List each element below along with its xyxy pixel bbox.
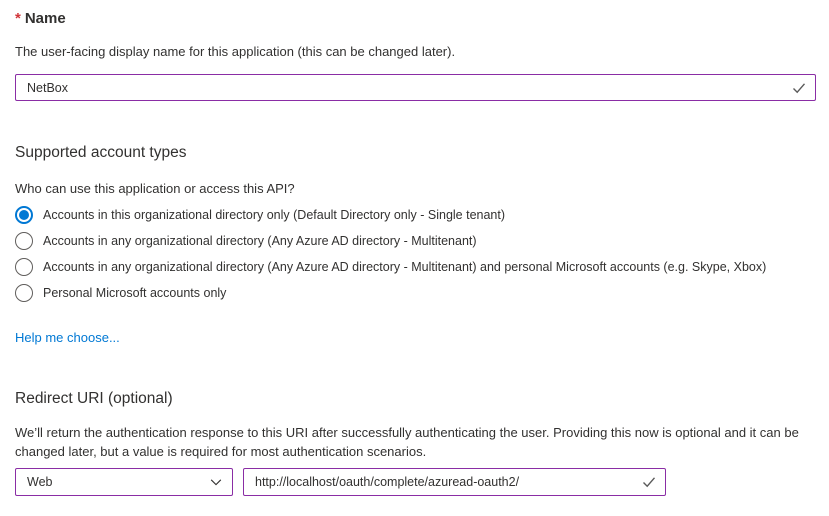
redirect-uri-description: We’ll return the authentication response to this URI after successfully authenticating the user. Providing this now is optional and it can be changed later, but a value is required for most authentication scenarios. [15, 425, 799, 459]
name-field-label [15, 9, 815, 28]
supported-account-types-title: Supported account types [15, 144, 187, 161]
radio-button-icon[interactable] [15, 258, 33, 276]
chevron-down-icon [209, 475, 223, 489]
radio-option-label: Accounts in this organizational directory only (Default Directory only - Single tenant) [43, 208, 506, 222]
name-input[interactable] [15, 74, 816, 101]
redirect-uri-controls [15, 468, 815, 496]
radio-button-icon[interactable] [15, 284, 33, 302]
account-types-radio-group [15, 202, 815, 306]
radio-button-icon[interactable] [15, 206, 33, 224]
redirect-platform-value: Web [27, 475, 53, 489]
required-asterisk: * [15, 10, 21, 27]
radio-option-single-tenant[interactable] [15, 202, 815, 228]
redirect-platform-select[interactable] [15, 468, 233, 496]
account-types-question: Who can use this application or access this API? [15, 181, 295, 196]
name-description: The user-facing display name for this application (this can be changed later). [15, 44, 456, 59]
name-input-wrap [15, 74, 816, 101]
radio-option-label: Accounts in any organizational directory (Any Azure AD directory - Multitenant) and personal Microsoft accounts (e.g. Skype, Xbox) [43, 260, 767, 274]
redirect-uri-input-wrap [243, 468, 666, 496]
radio-option-personal-only[interactable] [15, 280, 815, 306]
radio-button-icon[interactable] [15, 232, 33, 250]
help-me-choose-link[interactable]: Help me choose... [15, 330, 120, 345]
radio-option-multitenant[interactable] [15, 228, 815, 254]
redirect-uri-input[interactable] [243, 468, 666, 496]
radio-option-multitenant-personal[interactable] [15, 254, 815, 280]
redirect-uri-title: Redirect URI (optional) [15, 390, 173, 407]
radio-option-label: Personal Microsoft accounts only [43, 286, 227, 300]
radio-option-label: Accounts in any organizational directory (Any Azure AD directory - Multitenant) [43, 234, 477, 248]
name-label-text: Name [24, 10, 66, 27]
